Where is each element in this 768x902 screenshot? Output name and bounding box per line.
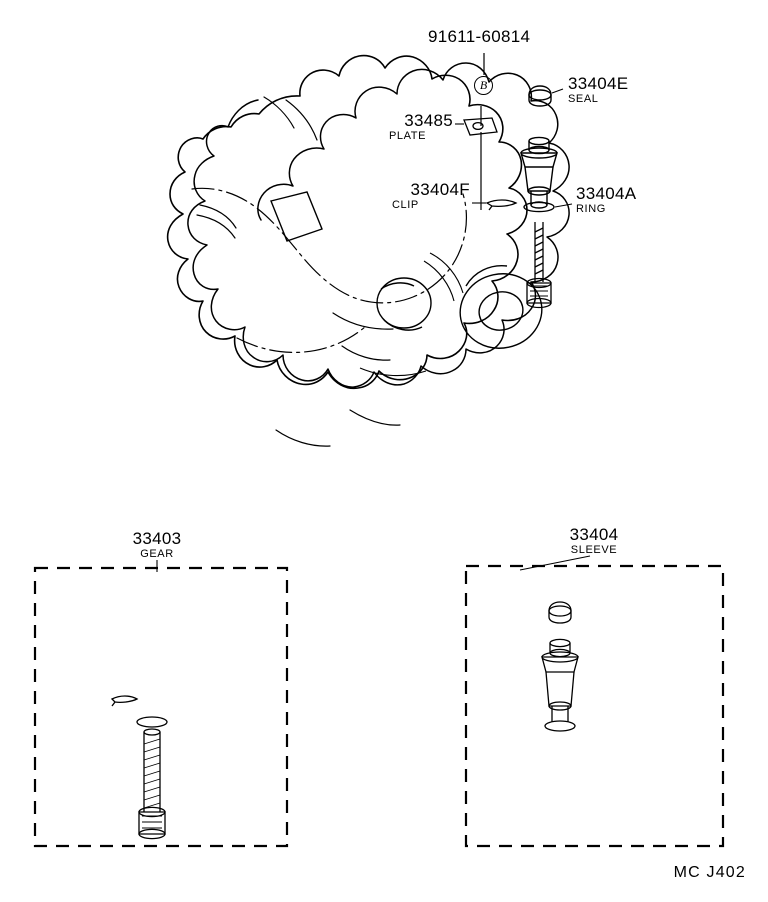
callout-33485-sub: PLATE: [389, 129, 427, 142]
group-33403-code: 33403: [132, 529, 182, 548]
callout-33404f-code: 33404F: [410, 180, 470, 199]
callout-33404a-sub: RING: [576, 202, 606, 215]
callout-33404e: [568, 75, 628, 105]
bolt-marker-b: [474, 76, 493, 95]
callout-33404a-code: 33404A: [576, 184, 637, 203]
callout-bolt-code: 91611-60814: [428, 27, 531, 46]
group-33404: [533, 526, 655, 556]
callout-bolt: [428, 28, 530, 46]
diagram-sheet-code: MC J402: [673, 864, 746, 881]
callout-33404f: [348, 181, 470, 211]
callout-33485: [331, 112, 453, 142]
callout-33485-code: 33485: [404, 111, 453, 130]
callout-33404e-code: 33404E: [568, 74, 629, 93]
group-33403: [96, 530, 218, 560]
callout-33404a: [576, 185, 636, 215]
bolt-marker-label: B: [479, 78, 488, 92]
callout-33404e-sub: SEAL: [568, 92, 599, 105]
group-33403-sub: GEAR: [140, 547, 174, 560]
callout-33404f-sub: CLIP: [392, 198, 419, 211]
group-33404-sub: SLEEVE: [570, 543, 618, 556]
group-33404-code: 33404: [569, 525, 619, 544]
